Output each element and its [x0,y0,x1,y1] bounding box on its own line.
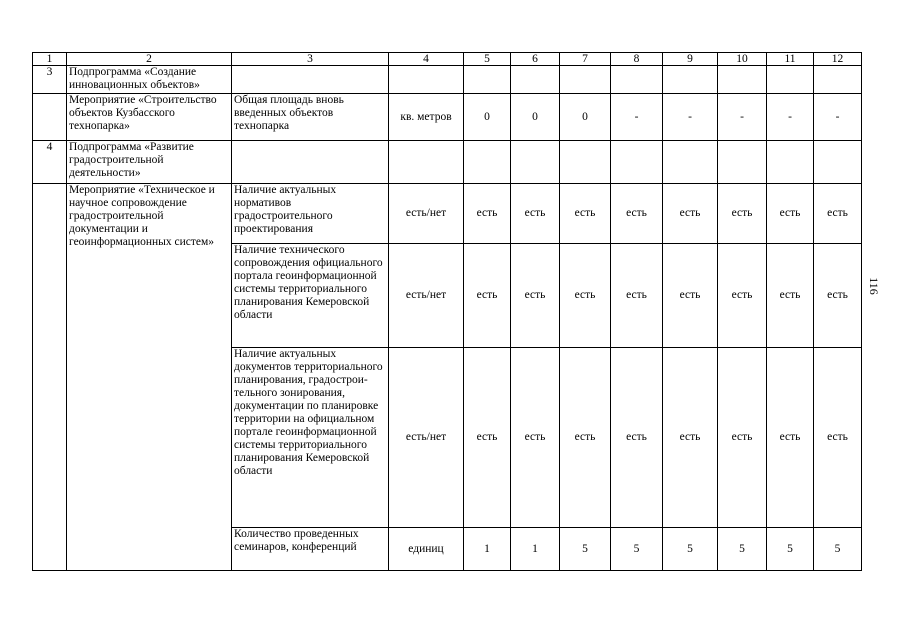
value-cell: есть [767,184,814,244]
indicator-name: Количество проведенных семинаров, конференций [232,528,389,571]
indicator-name: Наличие технического сопровождения официального портала геоинформационной системы территориального планирования Кемеровской области [232,244,389,348]
value-cell: есть [560,348,611,528]
value-cell: есть [663,348,718,528]
value-cell: есть [663,244,718,348]
column-number: 12 [814,53,862,66]
subprogram-name: Подпрограмма «Создание инновационных объектов» [67,66,232,94]
value-cell: есть [767,348,814,528]
value-cell: 0 [511,94,560,141]
value-cell: - [814,94,862,141]
value-cell: 5 [718,528,767,571]
unit-cell: есть/нет [389,348,464,528]
value-cell: есть [814,184,862,244]
column-number: 10 [718,53,767,66]
value-cell: 5 [611,528,663,571]
table-row [33,94,862,141]
subprogram-name: Подпрограмма «Развитие градостроительной деятельности» [67,141,232,184]
table-header-row [33,53,862,66]
value-cell: 5 [767,528,814,571]
value-cell: есть [718,244,767,348]
measure-name: Мероприятие «Строительство объектов Кузбасского технопарка» [67,94,232,141]
value-cell: есть [611,184,663,244]
row-number: 3 [33,66,67,94]
value-cell: 0 [464,94,511,141]
column-number: 4 [389,53,464,66]
column-number: 3 [232,53,389,66]
table-row [33,184,862,244]
value-cell: 5 [663,528,718,571]
value-cell: 1 [464,528,511,571]
value-cell: есть [718,184,767,244]
value-cell: - [718,94,767,141]
column-number: 1 [33,53,67,66]
value-cell: 5 [814,528,862,571]
column-number: 8 [611,53,663,66]
value-cell: есть [560,184,611,244]
value-cell: есть [464,348,511,528]
value-cell: есть [464,244,511,348]
value-cell: 0 [560,94,611,141]
indicator-name: Наличие актуальных документов территориального планирования, градострои-тельного зонирования, документации по планировке территории на официальном портале геоинформационной системы территориального планирования Кемеровской области [232,348,389,528]
value-cell: есть [611,244,663,348]
value-cell: 5 [560,528,611,571]
value-cell: есть [611,348,663,528]
column-number: 7 [560,53,611,66]
measure-name: Мероприятие «Техническое и научное сопровождение градостроительной документации и геоинформационных систем» [67,184,232,571]
value-cell: есть [511,348,560,528]
value-cell: - [767,94,814,141]
table-row [33,66,862,94]
column-number: 9 [663,53,718,66]
value-cell: есть [767,244,814,348]
value-cell: - [611,94,663,141]
table-row [33,141,862,184]
column-number: 2 [67,53,232,66]
value-cell: есть [511,184,560,244]
indicator-name: Общая площадь вновь введенных объектов технопарка [232,94,389,141]
value-cell: есть [560,244,611,348]
unit-cell: есть/нет [389,244,464,348]
unit-cell: единиц [389,528,464,571]
row-number: 4 [33,141,67,184]
value-cell: 1 [511,528,560,571]
value-cell: есть [814,348,862,528]
indicators-table [32,52,862,571]
column-number: 5 [464,53,511,66]
value-cell: есть [663,184,718,244]
column-number: 11 [767,53,814,66]
value-cell: есть [511,244,560,348]
unit-cell: есть/нет [389,184,464,244]
value-cell: есть [464,184,511,244]
value-cell: есть [814,244,862,348]
indicator-name: Наличие актуальных нормативов градостроительного проектирования [232,184,389,244]
unit-cell: кв. метров [389,94,464,141]
column-number: 6 [511,53,560,66]
value-cell: есть [718,348,767,528]
value-cell: - [663,94,718,141]
page-number: 116 [867,277,881,295]
